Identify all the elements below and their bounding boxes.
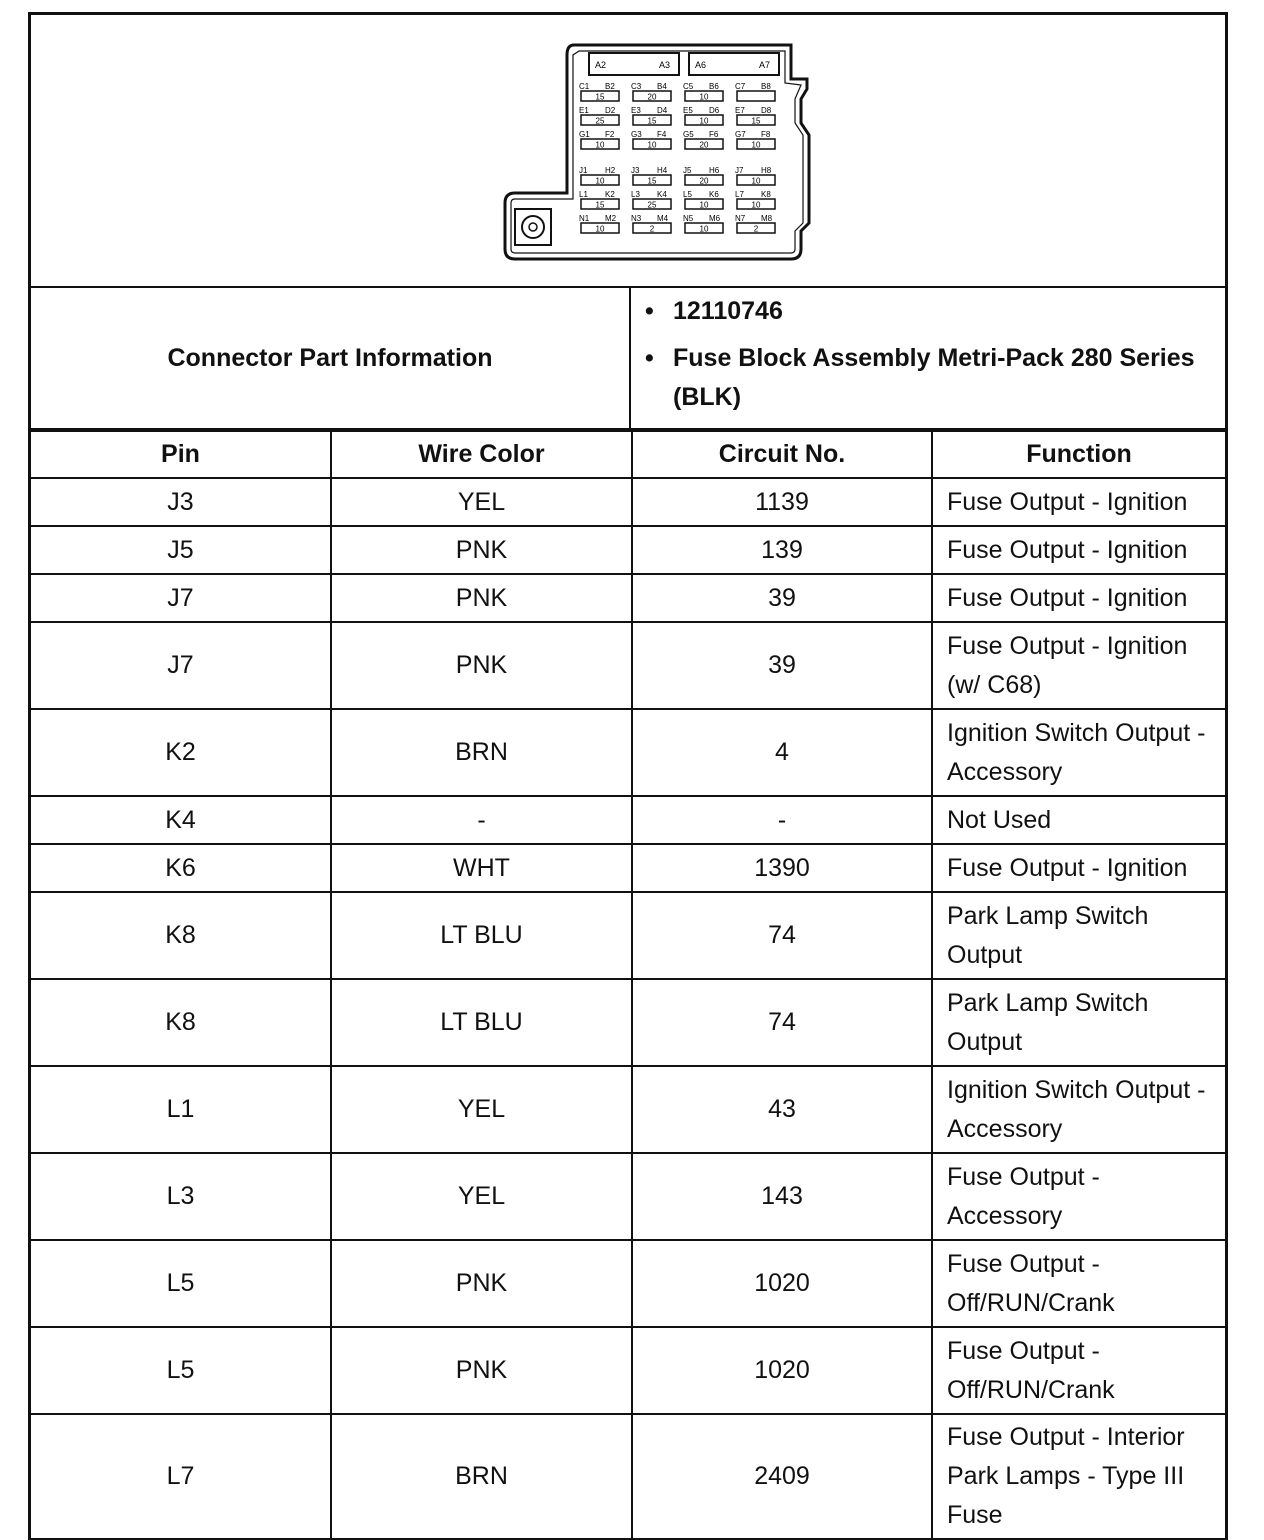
- function-cell: Fuse Output - Ignition: [932, 844, 1225, 892]
- fuse-terminal-left: G1: [579, 130, 590, 139]
- fuse-slot: [631, 130, 671, 150]
- relay-slot: [689, 53, 779, 75]
- header-pin: Pin: [31, 431, 331, 478]
- fuse-terminal-left: G3: [631, 130, 642, 139]
- table-row: [31, 844, 1225, 892]
- fuse-slot: [579, 106, 619, 126]
- pin-cell: L1: [31, 1066, 331, 1153]
- fuse-terminal-left: N7: [735, 214, 746, 223]
- fuse-terminal-right: K4: [657, 190, 667, 199]
- fuse-terminal-left: C5: [683, 82, 694, 91]
- fuse-slot: [631, 190, 671, 210]
- fuse-terminal-left: G5: [683, 130, 694, 139]
- pin-cell: J5: [31, 526, 331, 574]
- top-relay-row: [589, 53, 779, 75]
- fuse-amperage: 10: [647, 140, 657, 150]
- fuse-terminal-left: J3: [631, 166, 640, 175]
- function-cell: Park Lamp Switch Output: [932, 892, 1225, 979]
- relay-label-left: A6: [695, 60, 707, 70]
- fuse-slot: [683, 82, 723, 102]
- fuse-terminal-left: L5: [683, 190, 692, 199]
- relay-label-right: A7: [759, 60, 771, 70]
- pin-cell: K8: [31, 979, 331, 1066]
- wire-color-cell: YEL: [331, 1066, 632, 1153]
- function-cell: Fuse Output - Ignition: [932, 478, 1225, 526]
- wire-color-cell: LT BLU: [331, 892, 632, 979]
- fuse-amperage: 15: [595, 92, 605, 102]
- fuse-slot: [735, 214, 775, 234]
- fuse-block-diagram-cell: [31, 15, 1225, 288]
- function-cell: Fuse Output - Ignition: [932, 574, 1225, 622]
- fuse-terminal-right: F6: [709, 130, 719, 139]
- fuse-slot: [683, 106, 723, 126]
- table-row: [31, 1240, 1225, 1327]
- function-cell: Fuse Output - Accessory: [932, 1153, 1225, 1240]
- wire-color-cell: BRN: [331, 709, 632, 796]
- pin-table: [31, 430, 1225, 1540]
- fuse-terminal-left: N5: [683, 214, 694, 223]
- circuit-cell: 43: [632, 1066, 932, 1153]
- pin-cell: L5: [31, 1240, 331, 1327]
- circuit-cell: 1020: [632, 1327, 932, 1414]
- fuse-slot: [631, 214, 671, 234]
- fuse-terminal-left: L1: [579, 190, 588, 199]
- fuse-terminal-left: N3: [631, 214, 642, 223]
- table-row: [31, 796, 1225, 844]
- fuse-body: [737, 91, 775, 101]
- fuse-amperage: 20: [647, 92, 657, 102]
- fuse-block-diagram: [501, 27, 821, 267]
- fuse-slot: [735, 82, 775, 101]
- circuit-cell: 139: [632, 526, 932, 574]
- header-circuit-no: Circuit No.: [632, 431, 932, 478]
- part-number: • 12110746: [643, 292, 1223, 331]
- function-cell: Fuse Output - Ignition (w/ C68): [932, 622, 1225, 709]
- fuse-terminal-left: E5: [683, 106, 693, 115]
- pin-cell: K8: [31, 892, 331, 979]
- function-cell: Fuse Output - Off/RUN/Crank: [932, 1240, 1225, 1327]
- circuit-cell: 1390: [632, 844, 932, 892]
- table-row: [31, 1153, 1225, 1240]
- wire-color-cell: PNK: [331, 622, 632, 709]
- pin-cell: J7: [31, 622, 331, 709]
- fuse-terminal-right: D8: [761, 106, 772, 115]
- function-cell: Fuse Output - Interior Park Lamps - Type III Fuse: [932, 1414, 1225, 1539]
- circuit-cell: 39: [632, 574, 932, 622]
- fuse-amperage: 15: [647, 116, 657, 126]
- fuse-terminal-right: B6: [709, 82, 719, 91]
- circuit-cell: 2409: [632, 1414, 932, 1539]
- fuse-amperage: 2: [753, 224, 759, 234]
- table-row: [31, 574, 1225, 622]
- pin-cell: K2: [31, 709, 331, 796]
- fuse-terminal-left: C1: [579, 82, 590, 91]
- circuit-cell: 39: [632, 622, 932, 709]
- function-cell: Fuse Output - Off/RUN/Crank: [932, 1327, 1225, 1414]
- wire-color-cell: YEL: [331, 1153, 632, 1240]
- fuse-grid: [579, 82, 775, 234]
- fuse-terminal-right: D6: [709, 106, 720, 115]
- fuse-amperage: 15: [751, 116, 761, 126]
- mounting-bolt-icon: [515, 209, 551, 245]
- fuse-amperage: 10: [595, 224, 605, 234]
- wire-color-cell: LT BLU: [331, 979, 632, 1066]
- pin-cell: L5: [31, 1327, 331, 1414]
- table-row: [31, 1066, 1225, 1153]
- wire-color-cell: YEL: [331, 478, 632, 526]
- pin-cell: K6: [31, 844, 331, 892]
- table-row: [31, 478, 1225, 526]
- header-function: Function: [932, 431, 1225, 478]
- fuse-amperage: 25: [595, 116, 605, 126]
- function-cell: Park Lamp Switch Output: [932, 979, 1225, 1066]
- fuse-terminal-right: D2: [605, 106, 616, 115]
- wire-color-cell: WHT: [331, 844, 632, 892]
- fuse-terminal-left: E1: [579, 106, 589, 115]
- fuse-amperage: 10: [751, 140, 761, 150]
- part-description: • Fuse Block Assembly Metri-Pack 280 Series (BLK): [643, 339, 1223, 417]
- fuse-amperage: 15: [595, 200, 605, 210]
- function-cell: Ignition Switch Output - Accessory: [932, 1066, 1225, 1153]
- wire-color-cell: PNK: [331, 1327, 632, 1414]
- fuse-terminal-right: H2: [605, 166, 616, 175]
- fuse-terminal-right: M8: [761, 214, 773, 223]
- fuse-slot: [631, 166, 671, 186]
- pin-cell: L7: [31, 1414, 331, 1539]
- fuse-slot: [683, 190, 723, 210]
- pin-cell: L3: [31, 1153, 331, 1240]
- fuse-terminal-left: E7: [735, 106, 745, 115]
- circuit-cell: 1020: [632, 1240, 932, 1327]
- fuse-slot: [735, 166, 775, 186]
- wire-color-cell: PNK: [331, 1240, 632, 1327]
- fuse-amperage: 2: [649, 224, 655, 234]
- fuse-terminal-left: L7: [735, 190, 744, 199]
- pin-cell: K4: [31, 796, 331, 844]
- fuse-amperage: 10: [699, 200, 709, 210]
- fuse-slot: [631, 106, 671, 126]
- function-cell: Fuse Output - Ignition: [932, 526, 1225, 574]
- fuse-terminal-right: K6: [709, 190, 719, 199]
- fuse-amperage: 10: [699, 92, 709, 102]
- fuse-terminal-left: L3: [631, 190, 640, 199]
- fuse-slot: [683, 166, 723, 186]
- table-row: [31, 1414, 1225, 1539]
- fuse-terminal-left: C7: [735, 82, 746, 91]
- circuit-cell: 74: [632, 979, 932, 1066]
- fuse-terminal-right: B4: [657, 82, 667, 91]
- circuit-cell: 1139: [632, 478, 932, 526]
- fuse-amperage: 20: [699, 140, 709, 150]
- relay-slot: [589, 53, 679, 75]
- circuit-cell: -: [632, 796, 932, 844]
- fuse-slot: [579, 190, 619, 210]
- pin-cell: J3: [31, 478, 331, 526]
- fuse-terminal-right: F2: [605, 130, 615, 139]
- fuse-terminal-right: F8: [761, 130, 771, 139]
- fuse-slot: [579, 130, 619, 150]
- table-row: [31, 709, 1225, 796]
- connector-part-info-list: [643, 292, 1223, 417]
- table-row: [31, 979, 1225, 1066]
- wire-color-cell: PNK: [331, 574, 632, 622]
- fuse-terminal-right: H6: [709, 166, 720, 175]
- table-row: [31, 892, 1225, 979]
- fuse-amperage: 25: [647, 200, 657, 210]
- pin-cell: J7: [31, 574, 331, 622]
- fuse-amperage: 20: [699, 176, 709, 186]
- fuse-amperage: 10: [699, 224, 709, 234]
- fuse-slot: [735, 106, 775, 126]
- relay-label-left: A2: [595, 60, 607, 70]
- circuit-cell: 4: [632, 709, 932, 796]
- fuse-terminal-right: H8: [761, 166, 772, 175]
- fuse-terminal-left: N1: [579, 214, 590, 223]
- circuit-cell: 74: [632, 892, 932, 979]
- fuse-terminal-left: E3: [631, 106, 641, 115]
- fuse-terminal-right: H4: [657, 166, 668, 175]
- fuse-slot: [579, 82, 619, 102]
- fuse-terminal-right: B8: [761, 82, 771, 91]
- function-cell: Not Used: [932, 796, 1225, 844]
- fuse-slot: [735, 190, 775, 210]
- wire-color-cell: BRN: [331, 1414, 632, 1539]
- fuse-terminal-right: B2: [605, 82, 615, 91]
- circuit-cell: 143: [632, 1153, 932, 1240]
- connector-sheet: [28, 12, 1228, 1540]
- fuse-terminal-right: M2: [605, 214, 617, 223]
- function-cell: Ignition Switch Output - Accessory: [932, 709, 1225, 796]
- header-wire-color: Wire Color: [331, 431, 632, 478]
- fuse-terminal-left: C3: [631, 82, 642, 91]
- fuse-amperage: 10: [699, 116, 709, 126]
- fuse-terminal-right: F4: [657, 130, 667, 139]
- pin-table-header: [31, 431, 1225, 478]
- fuse-terminal-right: D4: [657, 106, 668, 115]
- table-row: [31, 622, 1225, 709]
- fuse-terminal-right: M4: [657, 214, 669, 223]
- fuse-slot: [683, 214, 723, 234]
- fuse-terminal-left: G7: [735, 130, 746, 139]
- fuse-terminal-right: K2: [605, 190, 615, 199]
- connector-part-info-label: Connector Part Information: [31, 288, 631, 428]
- fuse-slot: [579, 166, 619, 186]
- fuse-amperage: 15: [647, 176, 657, 186]
- wire-color-cell: -: [331, 796, 632, 844]
- fuse-terminal-right: K8: [761, 190, 771, 199]
- fuse-amperage: 10: [595, 176, 605, 186]
- fuse-amperage: 10: [595, 140, 605, 150]
- relay-label-right: A3: [659, 60, 671, 70]
- fuse-terminal-right: M6: [709, 214, 721, 223]
- table-row: [31, 1327, 1225, 1414]
- fuse-terminal-left: J7: [735, 166, 744, 175]
- fuse-slot: [735, 130, 775, 150]
- fuse-slot: [631, 82, 671, 102]
- connector-part-info-row: [31, 288, 1225, 430]
- fuse-slot: [683, 130, 723, 150]
- fuse-slot: [579, 214, 619, 234]
- fuse-amperage: 10: [751, 200, 761, 210]
- table-row: [31, 526, 1225, 574]
- fuse-amperage: 10: [751, 176, 761, 186]
- fuse-terminal-left: J5: [683, 166, 692, 175]
- fuse-terminal-left: J1: [579, 166, 588, 175]
- wire-color-cell: PNK: [331, 526, 632, 574]
